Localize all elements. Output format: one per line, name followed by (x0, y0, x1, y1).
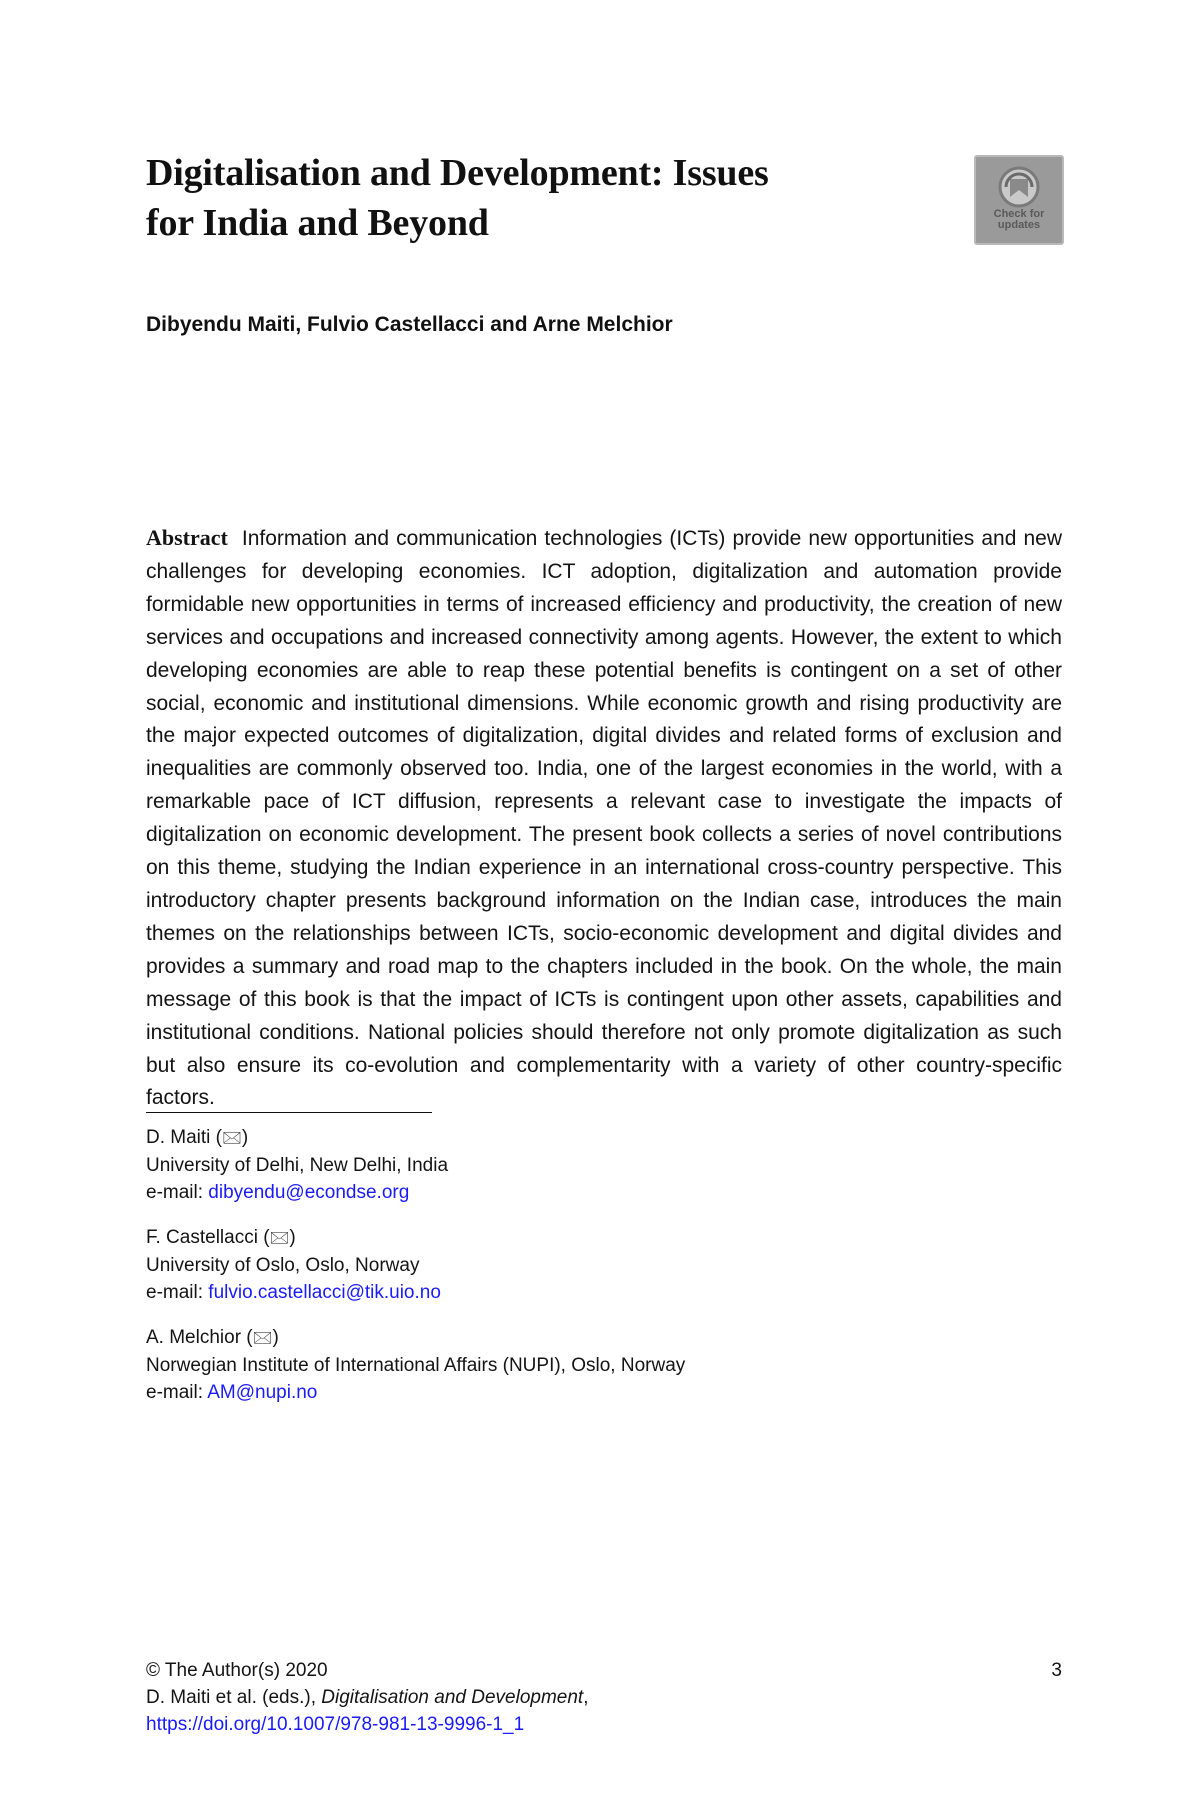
affiliation-email-line (146, 1179, 1046, 1206)
affiliation-melchior (146, 1324, 1046, 1406)
affiliation-institution: University of Delhi, New Delhi, India (146, 1155, 449, 1176)
affiliation-name-line: D. Maiti (🖂) (146, 1124, 1046, 1152)
email-link[interactable]: dibyendu@econdse.org (208, 1182, 410, 1203)
email-label: e-mail: (146, 1282, 204, 1303)
editors: D. Maiti et al. (eds.), (146, 1687, 316, 1708)
affiliation-email-line (146, 1279, 1046, 1306)
envelope-icon: 🖂 (222, 1128, 242, 1148)
email-link[interactable]: AM@nupi.no (207, 1382, 318, 1403)
envelope-icon: 🖂 (269, 1228, 290, 1248)
book-title-suffix: , (583, 1687, 589, 1708)
citation-footer (146, 1657, 1062, 1738)
chapter-title (146, 148, 906, 248)
affiliation-name-line: A. Melchior (🖂) (146, 1324, 1046, 1352)
affiliation-castellacci (146, 1224, 1046, 1306)
affiliation-name-line: F. Castellacci (🖂) (146, 1224, 1046, 1252)
abstract-label: Abstract (146, 525, 228, 550)
email-link[interactable]: fulvio.castellacci@tik.uio.no (208, 1282, 441, 1303)
email-label: e-mail: (146, 1382, 204, 1403)
title-line-2: for India and Beyond (146, 202, 489, 244)
affiliation-institution: Norwegian Institute of International Affairs (NUPI), Oslo, Norway (146, 1355, 686, 1376)
abstract-text: Information and communication technologies (ICTs) provide new opportunities and new challenges for developing economies. ICT adoption, digitalization and automation provide formidable new opportunities in terms of increased efficiency and productivity, the creation of new services and occupations and increased connectivity among agents. However, the extent to which developing economies are able to reap these potential benefits is contingent on a set of other social, economic and institutional dimensions. While economic growth and rising productivity are the major expected outcomes of digitalization, digital divides and related forms of exclusion and inequalities are commonly observed too. India, one of the largest economies in the world, with a remarkable pace of ICT diffusion, represents a relevant case to investigate the impacts of digitalization on economic development. The present book collects a series of novel contributions on this theme, studying the Indian experience in an international cross-country perspective. This introductory chapter presents background information on the Indian case, introduces the main themes on the relationships between ICTs, socio-economic development and digital divides and provides a summary and road map to the chapters included in the book. On the whole, the main message of this book is that the impact of ICTs is contingent upon other assets, capabilities and institutional conditions. National policies should therefore not only promote digitalization as such but also ensure its co-evolution and complementarity with a variety of other country-specific factors. (146, 527, 1062, 1110)
author-name: F. Castellacci (146, 1227, 258, 1248)
affiliation-maiti (146, 1124, 1046, 1206)
title-line-1: Digitalisation and Development: Issues (146, 152, 769, 194)
doi-line (146, 1711, 1062, 1738)
footnote-divider (146, 1112, 432, 1113)
envelope-icon: 🖂 (252, 1328, 273, 1348)
check-for-updates-label: Check for updates (993, 208, 1045, 231)
book-title: Digitalisation and Development (321, 1687, 584, 1708)
affiliation-institution: University of Oslo, Oslo, Norway (146, 1255, 420, 1276)
page-number: 3 (1051, 1660, 1062, 1681)
author-name: D. Maiti (146, 1127, 211, 1148)
check-for-updates-badge[interactable] (974, 155, 1064, 245)
copyright-line: © The Author(s) 2020 (146, 1660, 328, 1681)
affiliation-email-line (146, 1379, 1046, 1406)
doi-link[interactable]: https://doi.org/10.1007/978-981-13-9996-1_1 (146, 1714, 525, 1735)
abstract (146, 522, 1062, 1115)
editors-line (146, 1684, 1062, 1711)
email-label: e-mail: (146, 1182, 204, 1203)
author-list: Dibyendu Maiti, Fulvio Castellacci and Arne Melchior (146, 313, 673, 336)
author-name: A. Melchior (146, 1327, 242, 1348)
